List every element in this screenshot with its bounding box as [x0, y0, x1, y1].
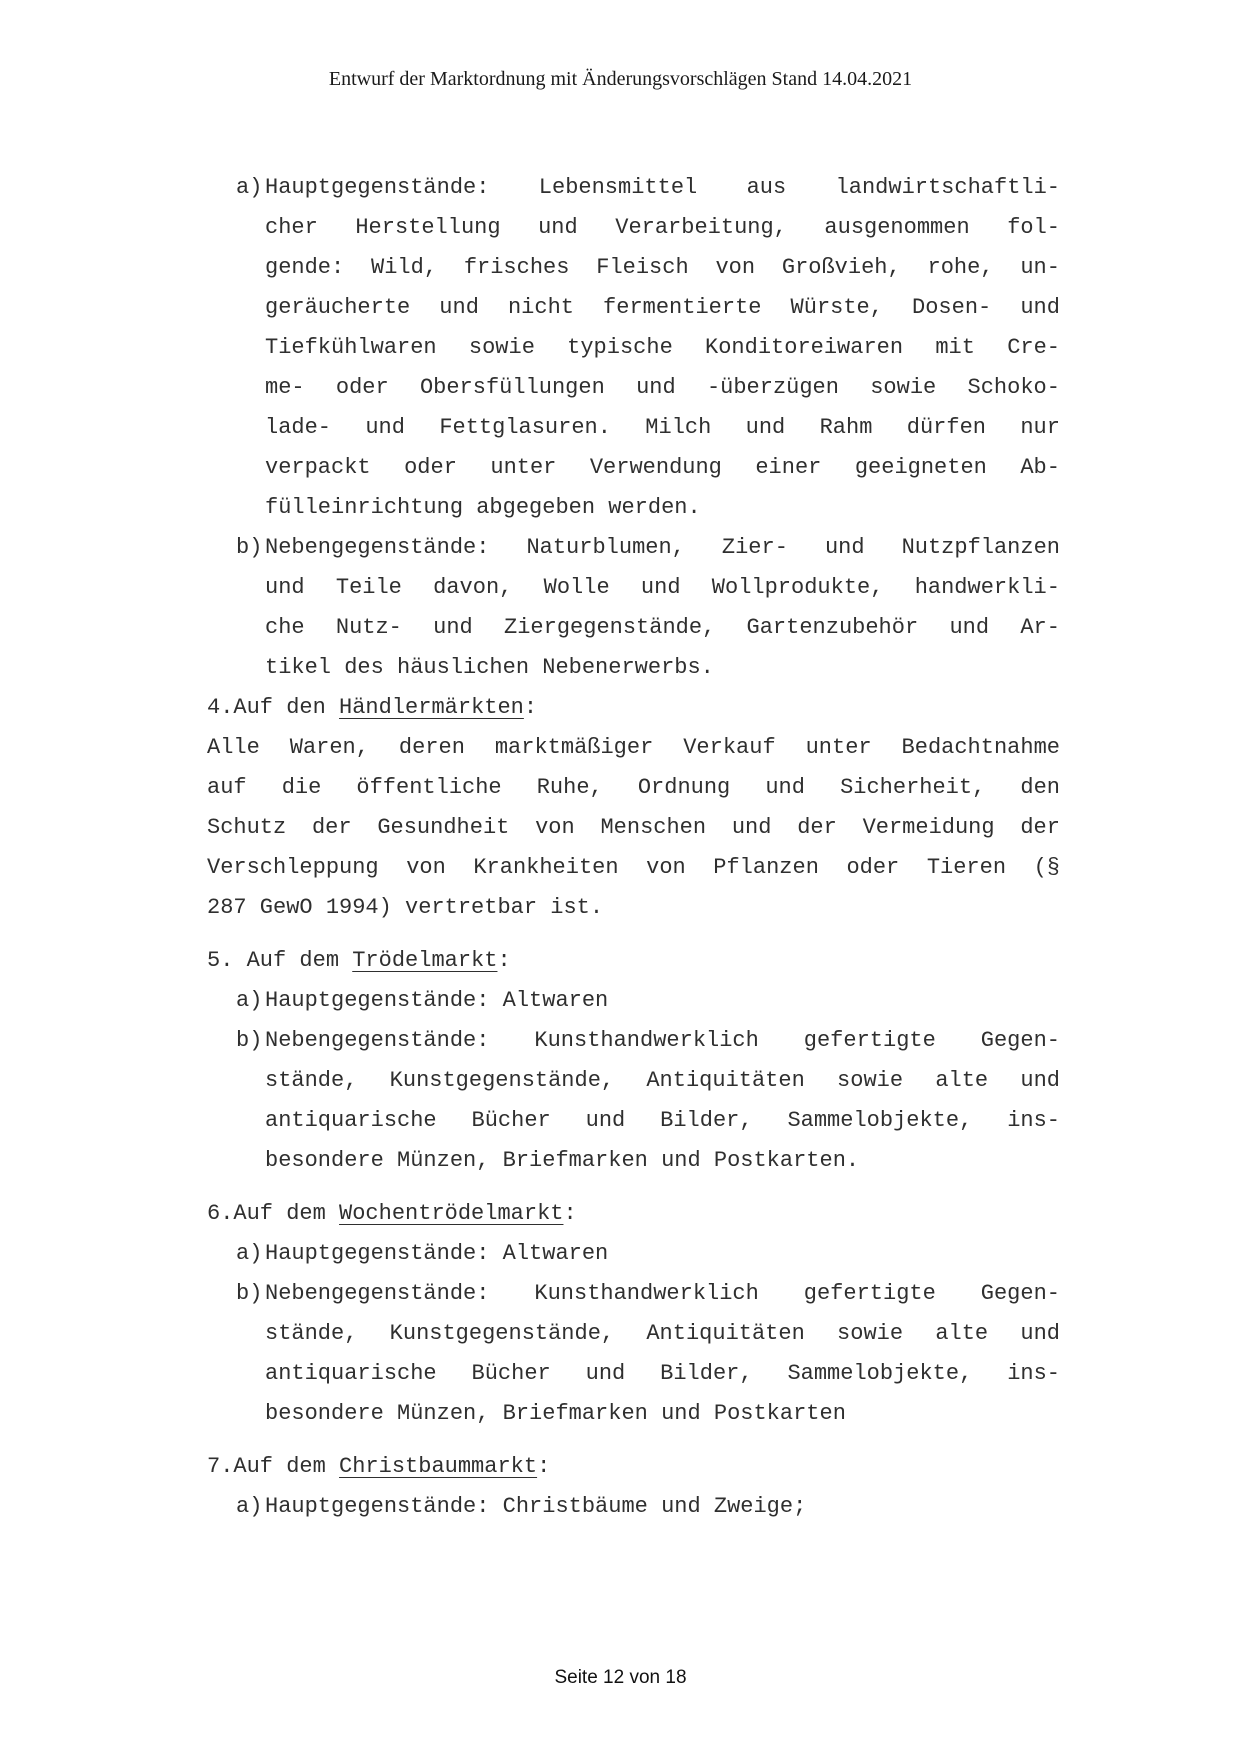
list-marker-a: a) [236, 1241, 263, 1266]
paragraph-line: Alle Waren, deren marktmäßiger Verkauf unter Bedachtnahme [207, 735, 1060, 760]
list-marker-b: b) [236, 1281, 263, 1306]
paragraph-line: geräucherte und nicht fermentierte Würste, Dosen- und [265, 295, 1060, 320]
paragraph-line: che Nutz- und Ziergegenstände, Gartenzubehör und Ar- [265, 615, 1060, 640]
section-heading-7 [207, 1447, 550, 1487]
heading-suffix: : [563, 1201, 577, 1226]
paragraph-line: me- oder Obersfüllungen und -überzügen sowie Schoko- [265, 375, 1060, 400]
paragraph-line: Tiefkühlwaren sowie typische Konditoreiwaren mit Cre- [265, 335, 1060, 360]
paragraph-line: verpackt oder unter Verwendung einer geeigneten Ab- [265, 455, 1060, 480]
heading-prefix: 6.Auf dem [207, 1201, 340, 1226]
list-marker-a: a) [236, 175, 263, 200]
list-marker-b: b) [236, 535, 263, 560]
paragraph-line-last: besondere Münzen, Briefmarken und Postkarten [265, 1401, 846, 1426]
list-marker-b: b) [236, 1028, 263, 1053]
paragraph-line-last: fülleinrichtung abgegeben werden. [265, 495, 701, 520]
paragraph-line: Nebengegenstände: Naturblumen, Zier- und Nutzpflanzen [265, 535, 1060, 560]
list-item-text: Hauptgegenstände: Christbäume und Zweige; [265, 1494, 807, 1519]
list-item-text: Hauptgegenstände: Altwaren [265, 1241, 609, 1266]
market-name-wochentroedelmarkt: Wochentrödelmarkt [339, 1201, 564, 1226]
paragraph-line: Nebengegenstände: Kunsthandwerklich gefertigte Gegen- [265, 1028, 1060, 1053]
paragraph-line: lade- und Fettglasuren. Milch und Rahm dürfen nur [265, 415, 1060, 440]
paragraph-line-last: tikel des häuslichen Nebenerwerbs. [265, 655, 714, 680]
market-name-christbaummarkt: Christbaummarkt [339, 1454, 538, 1479]
heading-suffix: : [537, 1454, 551, 1479]
market-name-haendlermaerkte: Händlermärkten [339, 695, 524, 720]
page-header: Entwurf der Marktordnung mit Änderungsvorschlägen Stand 14.04.2021 [328, 68, 913, 90]
section-heading-4 [207, 688, 537, 728]
paragraph-line: und Teile davon, Wolle und Wollprodukte, handwerkli- [265, 575, 1060, 600]
paragraph-line: stände, Kunstgegenstände, Antiquitäten sowie alte und [265, 1068, 1060, 1093]
paragraph-line: Nebengegenstände: Kunsthandwerklich gefertigte Gegen- [265, 1281, 1060, 1306]
paragraph-line: stände, Kunstgegenstände, Antiquitäten sowie alte und [265, 1321, 1060, 1346]
paragraph-line: auf die öffentliche Ruhe, Ordnung und Sicherheit, den [207, 775, 1060, 800]
heading-prefix: 7.Auf dem [207, 1454, 340, 1479]
paragraph-line-last: besondere Münzen, Briefmarken und Postkarten. [265, 1148, 860, 1173]
section-heading-5 [207, 941, 511, 981]
paragraph-line: gende: Wild, frisches Fleisch von Großvieh, rohe, un- [265, 255, 1060, 280]
paragraph-line: antiquarische Bücher und Bilder, Sammelobjekte, ins- [265, 1108, 1060, 1133]
heading-prefix: 4.Auf den [207, 695, 340, 720]
paragraph-line: cher Herstellung und Verarbeitung, ausgenommen fol- [265, 215, 1060, 240]
paragraph-line: antiquarische Bücher und Bilder, Sammelobjekte, ins- [265, 1361, 1060, 1386]
section-heading-6 [207, 1194, 577, 1234]
list-marker-a: a) [236, 1494, 263, 1519]
heading-suffix: : [497, 948, 511, 973]
market-name-troedelmarkt: Trödelmarkt [352, 948, 498, 973]
list-item-text: Hauptgegenstände: Altwaren [265, 988, 609, 1013]
paragraph-line-last: 287 GewO 1994) vertretbar ist. [207, 895, 604, 920]
list-marker-a: a) [236, 988, 263, 1013]
paragraph-line: Schutz der Gesundheit von Menschen und der Vermeidung der [207, 815, 1060, 840]
paragraph-line: Verschleppung von Krankheiten von Pflanzen oder Tieren (§ [207, 855, 1060, 880]
paragraph-line: Hauptgegenstände: Lebensmittel aus landwirtschaftli- [265, 175, 1060, 200]
page-footer: Seite 12 von 18 [554, 1667, 687, 1688]
heading-suffix: : [523, 695, 538, 720]
heading-prefix: 5. Auf dem [207, 948, 353, 973]
